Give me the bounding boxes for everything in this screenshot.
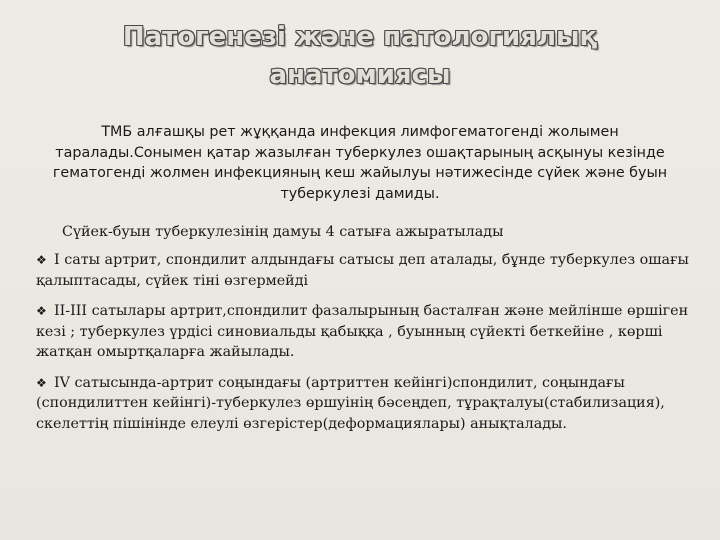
diamond-bullet-icon: ❖ xyxy=(36,304,47,318)
list-item xyxy=(36,250,704,291)
list-item xyxy=(36,373,704,435)
title-line-1: Патогенезі және патологиялық xyxy=(122,22,598,52)
list-item-text: І саты артрит, спондилит алдындағы сатысы деп аталады, бұнде туберкулез ошағы қалыптасады, сүйек тіні өзгермейді xyxy=(36,252,689,289)
title-line-2: анатомиясы xyxy=(269,60,451,90)
slide-title xyxy=(60,18,660,94)
diamond-bullet-icon: ❖ xyxy=(36,375,47,390)
list-item xyxy=(36,301,704,363)
diamond-bullet-icon: ❖ xyxy=(36,253,47,267)
intro-paragraph: ТМБ алғашқы рет жұққанда инфекция лимфогематогенді жолымен таралады.Сонымен қатар жазылған туберкулез ошақтарының асқынуы кезінде гематогенді жолмен инфекцияның кеш жайылуы нәтижесінде сүйек және буын туберкулезі дамиды. xyxy=(52,124,668,202)
list-item-text: ІІ-ІІІ сатылары артрит,спондилит фазалырының басталған және мейлінше өршіген кезі ; туберкулез үрдісі синовиальды қабыққа , буынның сүйекті беткейіне , көрші жатқан омыртқаларға жайылады. xyxy=(36,303,689,360)
stages-list xyxy=(36,250,704,444)
stages-lead-text: Сүйек-буын туберкулезінің дамуы 4 сатыға ажыратылады xyxy=(62,224,504,240)
list-item-text: IV сатысында-артрит соңындағы (артриттен кейінгі)спондилит, соңындағы (спондилиттен кейінгі)-туберкулез өршуінің бәсеңдеп, тұрақталуы(стабилизация), скелеттің пішінінде елеулі өзгерістер(деформациялары) анықталады. xyxy=(36,374,665,432)
